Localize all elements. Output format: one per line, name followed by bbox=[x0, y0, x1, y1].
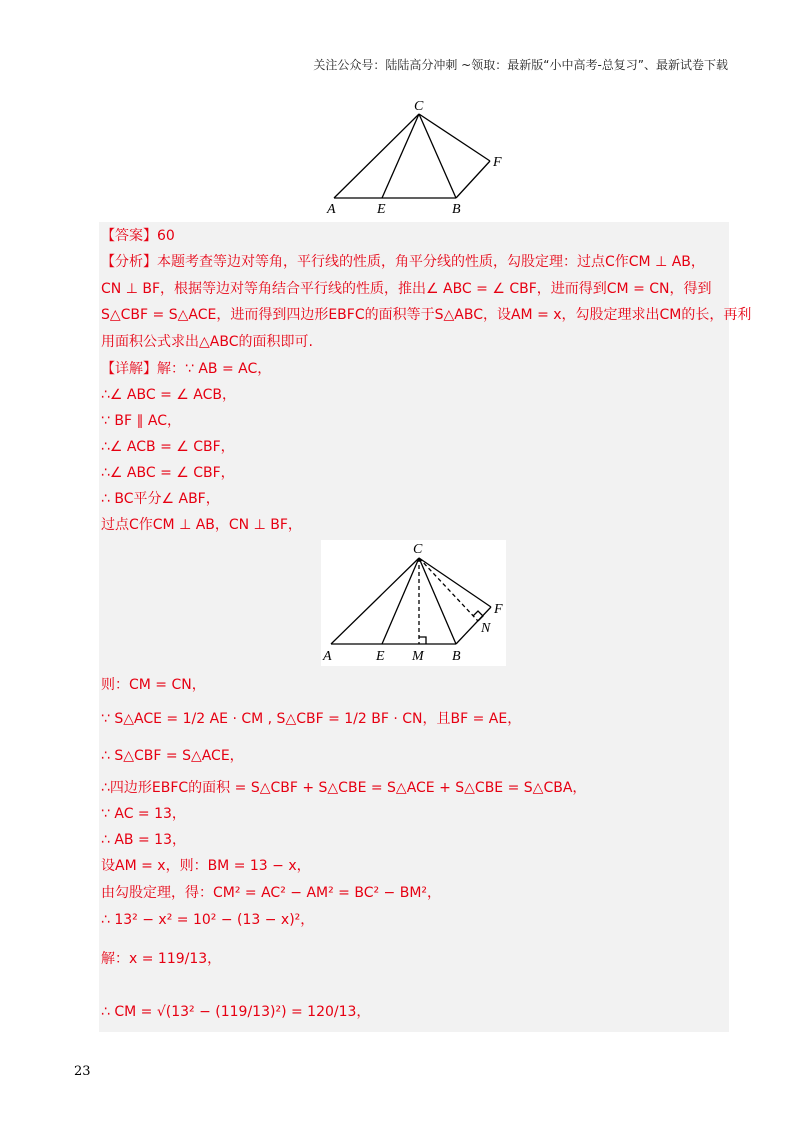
fig2-label-a: A bbox=[323, 649, 332, 664]
fig2-label-b: B bbox=[452, 649, 461, 664]
detail-line-12: ∵ AC = 13， bbox=[101, 806, 186, 822]
page-number: 23 bbox=[74, 1064, 91, 1079]
fig2-label-n: N bbox=[481, 621, 491, 636]
detail-line-2: ∴∠ ABC = ∠ ACB， bbox=[101, 387, 236, 403]
triangle-figure-1 bbox=[318, 96, 508, 216]
label-b: B bbox=[452, 202, 461, 216]
analysis-line-4: 用面积公式求出△ABC的面积即可. bbox=[101, 334, 313, 350]
analysis-line-3: S△CBF = S△ACE，进而得到四边形EBFC的面积等于S△ABC，设AM = x，勾股定理求出CM的长，再利 bbox=[101, 307, 752, 323]
label-a: A bbox=[327, 202, 336, 216]
detail-line-7: 过点C作CM ⊥ AB，CN ⊥ BF， bbox=[101, 517, 302, 533]
detail-line-5: ∴∠ ABC = ∠ CBF， bbox=[101, 465, 235, 481]
fig2-label-c: C bbox=[413, 542, 423, 557]
answer-line: 【答案】60 bbox=[101, 228, 175, 244]
detail-line-15: 由勾股定理，得：CM² = AC² − AM² = BC² − BM²， bbox=[101, 885, 442, 901]
label-c: C bbox=[414, 99, 424, 114]
detail-line-3: ∵ BF ∥ AC， bbox=[101, 413, 182, 429]
detail-line-13: ∴ AB = 13， bbox=[101, 832, 186, 848]
label-f: F bbox=[493, 155, 502, 170]
analysis-line-2: CN ⊥ BF，根据等边对等角结合平行线的性质，推出∠ ABC = ∠ CBF，进而得到CM = CN，得到 bbox=[101, 281, 712, 297]
detail-line-18: ∴ CM = √(13² − (119/13)²) = 120/13， bbox=[101, 1004, 371, 1020]
fig2-label-f: F bbox=[494, 602, 503, 617]
analysis-line-1: 【分析】本题考查等边对等角，平行线的性质，角平分线的性质，勾股定理：过点C作CM ⊥ AB， bbox=[101, 254, 705, 270]
detail-line-10: ∴ S△CBF = S△ACE， bbox=[101, 748, 244, 764]
detail-line-1: 【详解】解：∵ AB = AC， bbox=[101, 361, 272, 377]
detail-line-11: ∴四边形EBFC的面积 = S△CBF + S△CBE = S△ACE + S△CBE = S△CBA， bbox=[101, 780, 587, 796]
fig2-label-e: E bbox=[376, 649, 385, 664]
detail-line-4: ∴∠ ACB = ∠ CBF， bbox=[101, 439, 235, 455]
label-e: E bbox=[377, 202, 386, 216]
detail-line-16: ∴ 13² − x² = 10² − (13 − x)²， bbox=[101, 912, 315, 928]
detail-line-17: 解：x = 119/13， bbox=[101, 951, 222, 967]
fig2-label-m: M bbox=[412, 649, 424, 664]
triangle-figure-2 bbox=[321, 540, 506, 666]
detail-line-6: ∴ BC平分∠ ABF， bbox=[101, 491, 220, 507]
detail-line-14: 设AM = x，则：BM = 13 − x， bbox=[101, 858, 311, 874]
detail-line-9: ∵ S△ACE = 1/2 AE · CM , S△CBF = 1/2 BF · CN，且BF = AE， bbox=[101, 711, 522, 727]
page-header: 关注公众号：陆陆高分冲刺 ~领取：最新版“小中高考-总复习”、最新试卷下载 bbox=[313, 58, 728, 72]
detail-line-8: 则：CM = CN， bbox=[101, 677, 206, 693]
triangle-figure-2-box bbox=[321, 540, 506, 666]
